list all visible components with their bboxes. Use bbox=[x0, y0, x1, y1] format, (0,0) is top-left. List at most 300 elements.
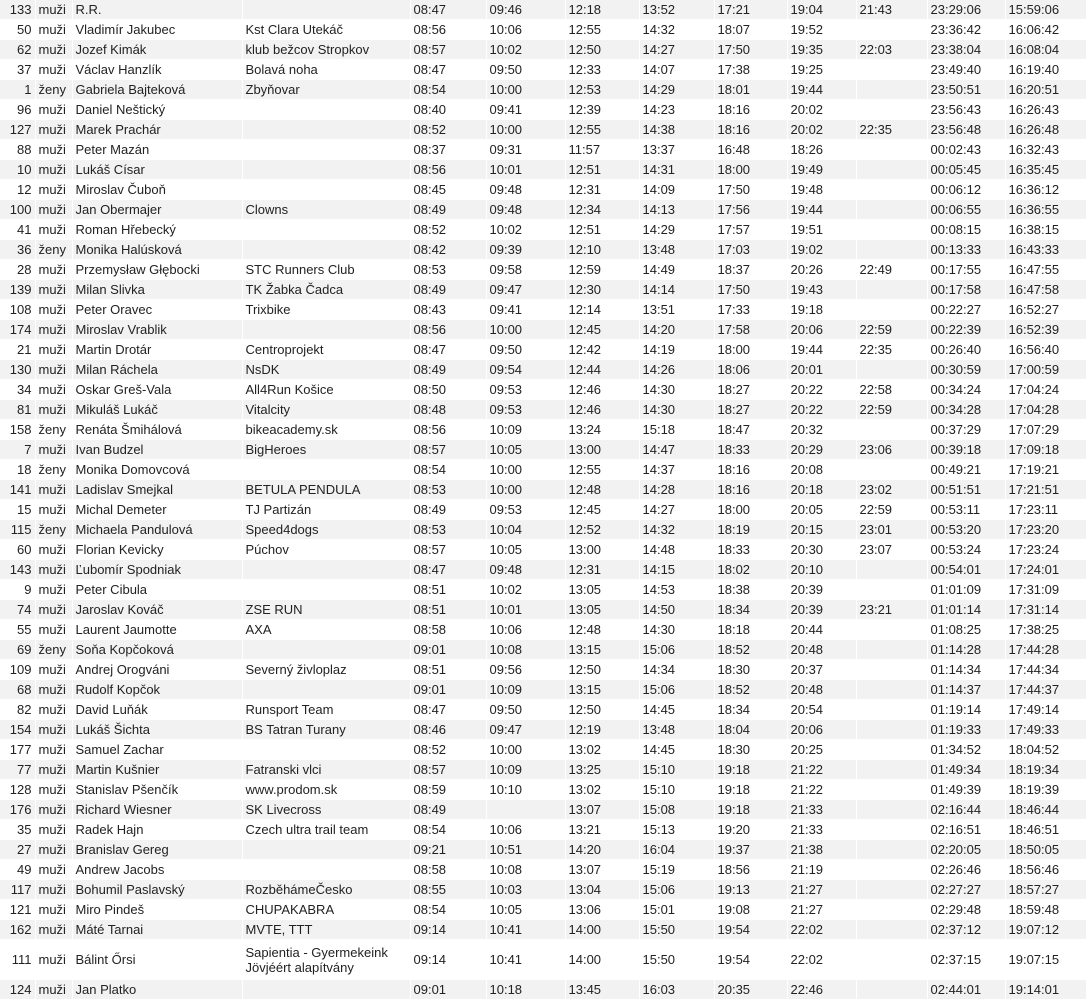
runner-name-cell: Miroslav Čuboň bbox=[72, 180, 242, 200]
split-3-cell: 13:05 bbox=[565, 600, 639, 620]
table-row bbox=[0, 200, 1086, 220]
club-cell: RozběhámeČesko bbox=[242, 880, 410, 900]
split-5-cell: 18:00 bbox=[714, 500, 787, 520]
total-time-cell: 17:19:21 bbox=[1005, 460, 1086, 480]
split-2-cell: 09:46 bbox=[486, 0, 565, 20]
split-3-cell: 12:51 bbox=[565, 160, 639, 180]
total-time-cell: 17:23:20 bbox=[1005, 520, 1086, 540]
split-3-cell: 12:50 bbox=[565, 700, 639, 720]
split-5-cell: 18:37 bbox=[714, 260, 787, 280]
split-7-cell bbox=[856, 240, 927, 260]
split-1-cell: 08:56 bbox=[410, 320, 486, 340]
total-time-cell: 18:19:39 bbox=[1005, 780, 1086, 800]
split-7-cell bbox=[856, 800, 927, 820]
total-time-cell: 19:14:01 bbox=[1005, 980, 1086, 1000]
split-3-cell: 12:50 bbox=[565, 40, 639, 60]
total-time-cell: 16:36:55 bbox=[1005, 200, 1086, 220]
bib-number-cell: 10 bbox=[0, 160, 35, 180]
club-cell: TJ Partizán bbox=[242, 500, 410, 520]
category-cell: ženy bbox=[35, 240, 72, 260]
split-2-cell: 10:02 bbox=[486, 580, 565, 600]
finish-time-cell: 02:26:46 bbox=[927, 860, 1005, 880]
split-2-cell: 10:01 bbox=[486, 600, 565, 620]
split-1-cell: 09:01 bbox=[410, 680, 486, 700]
table-row bbox=[0, 720, 1086, 740]
category-cell: muži bbox=[35, 340, 72, 360]
bib-number-cell: 21 bbox=[0, 340, 35, 360]
split-2-cell: 10:51 bbox=[486, 840, 565, 860]
split-3-cell: 13:07 bbox=[565, 800, 639, 820]
split-1-cell: 08:47 bbox=[410, 700, 486, 720]
category-cell: muži bbox=[35, 820, 72, 840]
split-1-cell: 08:57 bbox=[410, 760, 486, 780]
club-cell: BigHeroes bbox=[242, 440, 410, 460]
club-cell: CHUPAKABRA bbox=[242, 900, 410, 920]
split-6-cell: 22:46 bbox=[787, 980, 856, 1000]
split-1-cell: 09:01 bbox=[410, 980, 486, 1000]
split-5-cell: 19:18 bbox=[714, 780, 787, 800]
split-2-cell: 10:04 bbox=[486, 520, 565, 540]
split-5-cell: 17:50 bbox=[714, 180, 787, 200]
category-cell: muži bbox=[35, 780, 72, 800]
split-5-cell: 18:16 bbox=[714, 120, 787, 140]
split-4-cell: 15:01 bbox=[639, 900, 714, 920]
split-4-cell: 14:38 bbox=[639, 120, 714, 140]
total-time-cell: 18:57:27 bbox=[1005, 880, 1086, 900]
split-3-cell: 12:44 bbox=[565, 360, 639, 380]
split-3-cell: 13:25 bbox=[565, 760, 639, 780]
split-5-cell: 18:16 bbox=[714, 460, 787, 480]
split-1-cell: 08:49 bbox=[410, 800, 486, 820]
split-2-cell: 10:00 bbox=[486, 80, 565, 100]
category-cell: muži bbox=[35, 180, 72, 200]
finish-time-cell: 00:54:01 bbox=[927, 560, 1005, 580]
split-4-cell: 14:45 bbox=[639, 740, 714, 760]
split-1-cell: 08:47 bbox=[410, 560, 486, 580]
category-cell: muži bbox=[35, 120, 72, 140]
split-1-cell: 09:14 bbox=[410, 940, 486, 980]
runner-name-cell: Miro Pindeš bbox=[72, 900, 242, 920]
split-3-cell: 12:48 bbox=[565, 480, 639, 500]
split-6-cell: 20:22 bbox=[787, 380, 856, 400]
finish-time-cell: 01:19:33 bbox=[927, 720, 1005, 740]
category-cell: muži bbox=[35, 260, 72, 280]
split-4-cell: 14:45 bbox=[639, 700, 714, 720]
split-4-cell: 15:18 bbox=[639, 420, 714, 440]
split-4-cell: 13:37 bbox=[639, 140, 714, 160]
category-cell: muži bbox=[35, 0, 72, 20]
split-3-cell: 12:19 bbox=[565, 720, 639, 740]
split-2-cell: 09:50 bbox=[486, 700, 565, 720]
finish-time-cell: 00:02:43 bbox=[927, 140, 1005, 160]
category-cell: muži bbox=[35, 140, 72, 160]
finish-time-cell: 00:05:45 bbox=[927, 160, 1005, 180]
split-6-cell: 19:44 bbox=[787, 80, 856, 100]
split-3-cell: 14:20 bbox=[565, 840, 639, 860]
split-6-cell: 20:54 bbox=[787, 700, 856, 720]
split-1-cell: 08:49 bbox=[410, 500, 486, 520]
split-1-cell: 09:21 bbox=[410, 840, 486, 860]
split-2-cell: 10:08 bbox=[486, 860, 565, 880]
split-1-cell: 08:47 bbox=[410, 340, 486, 360]
split-5-cell: 18:00 bbox=[714, 160, 787, 180]
split-6-cell: 21:33 bbox=[787, 800, 856, 820]
split-1-cell: 08:57 bbox=[410, 540, 486, 560]
table-row bbox=[0, 380, 1086, 400]
bib-number-cell: 9 bbox=[0, 580, 35, 600]
split-3-cell: 13:02 bbox=[565, 740, 639, 760]
runner-name-cell: Oskar Greš-Vala bbox=[72, 380, 242, 400]
split-2-cell: 10:00 bbox=[486, 120, 565, 140]
club-cell: Trixbike bbox=[242, 300, 410, 320]
split-4-cell: 14:28 bbox=[639, 480, 714, 500]
bib-number-cell: 117 bbox=[0, 880, 35, 900]
split-7-cell bbox=[856, 100, 927, 120]
split-7-cell: 22:35 bbox=[856, 120, 927, 140]
runner-name-cell: Peter Mazán bbox=[72, 140, 242, 160]
split-4-cell: 13:51 bbox=[639, 300, 714, 320]
split-4-cell: 14:29 bbox=[639, 220, 714, 240]
split-5-cell: 17:50 bbox=[714, 280, 787, 300]
split-2-cell: 10:08 bbox=[486, 640, 565, 660]
split-3-cell: 13:24 bbox=[565, 420, 639, 440]
split-7-cell bbox=[856, 900, 927, 920]
finish-time-cell: 02:16:51 bbox=[927, 820, 1005, 840]
total-time-cell: 17:04:24 bbox=[1005, 380, 1086, 400]
finish-time-cell: 01:49:34 bbox=[927, 760, 1005, 780]
split-3-cell: 12:55 bbox=[565, 20, 639, 40]
club-cell: Clowns bbox=[242, 200, 410, 220]
split-4-cell: 14:37 bbox=[639, 460, 714, 480]
total-time-cell: 18:46:51 bbox=[1005, 820, 1086, 840]
split-4-cell: 14:34 bbox=[639, 660, 714, 680]
split-7-cell bbox=[856, 20, 927, 40]
runner-name-cell: Richard Wiesner bbox=[72, 800, 242, 820]
total-time-cell: 17:04:28 bbox=[1005, 400, 1086, 420]
split-7-cell bbox=[856, 740, 927, 760]
runner-name-cell: Bálint Őrsi bbox=[72, 940, 242, 980]
category-cell: muži bbox=[35, 400, 72, 420]
split-2-cell: 10:00 bbox=[486, 460, 565, 480]
split-6-cell: 19:52 bbox=[787, 20, 856, 40]
finish-time-cell: 02:37:15 bbox=[927, 940, 1005, 980]
club-cell bbox=[242, 560, 410, 580]
runner-name-cell: Soňa Kopčoková bbox=[72, 640, 242, 660]
split-5-cell: 18:34 bbox=[714, 700, 787, 720]
bib-number-cell: 158 bbox=[0, 420, 35, 440]
split-1-cell: 08:53 bbox=[410, 520, 486, 540]
split-6-cell: 22:02 bbox=[787, 920, 856, 940]
category-cell: muži bbox=[35, 500, 72, 520]
split-2-cell: 10:02 bbox=[486, 40, 565, 60]
runner-name-cell: Peter Oravec bbox=[72, 300, 242, 320]
split-1-cell: 08:56 bbox=[410, 160, 486, 180]
split-3-cell: 13:04 bbox=[565, 880, 639, 900]
split-7-cell bbox=[856, 920, 927, 940]
split-6-cell: 19:48 bbox=[787, 180, 856, 200]
split-2-cell: 09:50 bbox=[486, 60, 565, 80]
split-1-cell: 08:46 bbox=[410, 720, 486, 740]
total-time-cell: 18:04:52 bbox=[1005, 740, 1086, 760]
total-time-cell: 16:47:55 bbox=[1005, 260, 1086, 280]
finish-time-cell: 00:34:24 bbox=[927, 380, 1005, 400]
split-3-cell: 13:06 bbox=[565, 900, 639, 920]
split-2-cell: 10:00 bbox=[486, 740, 565, 760]
split-2-cell: 10:09 bbox=[486, 420, 565, 440]
split-3-cell: 12:14 bbox=[565, 300, 639, 320]
bib-number-cell: 109 bbox=[0, 660, 35, 680]
runner-name-cell: Monika Domovcová bbox=[72, 460, 242, 480]
table-row bbox=[0, 900, 1086, 920]
split-5-cell: 17:38 bbox=[714, 60, 787, 80]
club-cell bbox=[242, 740, 410, 760]
finish-time-cell: 01:14:34 bbox=[927, 660, 1005, 680]
bib-number-cell: 139 bbox=[0, 280, 35, 300]
table-row bbox=[0, 820, 1086, 840]
runner-name-cell: Daniel Neštický bbox=[72, 100, 242, 120]
split-6-cell: 20:25 bbox=[787, 740, 856, 760]
split-3-cell: 14:00 bbox=[565, 920, 639, 940]
category-cell: muži bbox=[35, 440, 72, 460]
split-5-cell: 18:16 bbox=[714, 100, 787, 120]
split-4-cell: 15:10 bbox=[639, 780, 714, 800]
split-3-cell: 12:45 bbox=[565, 500, 639, 520]
club-cell: All4Run Košice bbox=[242, 380, 410, 400]
split-2-cell: 09:47 bbox=[486, 280, 565, 300]
total-time-cell: 16:56:40 bbox=[1005, 340, 1086, 360]
club-cell bbox=[242, 320, 410, 340]
finish-time-cell: 23:50:51 bbox=[927, 80, 1005, 100]
table-row bbox=[0, 480, 1086, 500]
split-7-cell bbox=[856, 80, 927, 100]
split-5-cell: 18:52 bbox=[714, 680, 787, 700]
split-7-cell bbox=[856, 660, 927, 680]
split-2-cell: 09:48 bbox=[486, 180, 565, 200]
split-1-cell: 08:56 bbox=[410, 420, 486, 440]
split-7-cell: 22:58 bbox=[856, 380, 927, 400]
split-5-cell: 18:34 bbox=[714, 600, 787, 620]
split-3-cell: 12:34 bbox=[565, 200, 639, 220]
bib-number-cell: 143 bbox=[0, 560, 35, 580]
split-3-cell: 12:55 bbox=[565, 460, 639, 480]
split-1-cell: 09:14 bbox=[410, 920, 486, 940]
split-3-cell: 12:50 bbox=[565, 660, 639, 680]
bib-number-cell: 1 bbox=[0, 80, 35, 100]
table-row bbox=[0, 120, 1086, 140]
table-row bbox=[0, 840, 1086, 860]
split-4-cell: 14:09 bbox=[639, 180, 714, 200]
split-3-cell: 13:15 bbox=[565, 680, 639, 700]
bib-number-cell: 41 bbox=[0, 220, 35, 240]
club-cell bbox=[242, 120, 410, 140]
split-2-cell: 10:06 bbox=[486, 20, 565, 40]
split-1-cell: 08:40 bbox=[410, 100, 486, 120]
category-cell: muži bbox=[35, 380, 72, 400]
runner-name-cell: Martin Drotár bbox=[72, 340, 242, 360]
bib-number-cell: 133 bbox=[0, 0, 35, 20]
total-time-cell: 17:31:09 bbox=[1005, 580, 1086, 600]
split-6-cell: 19:51 bbox=[787, 220, 856, 240]
finish-time-cell: 01:01:09 bbox=[927, 580, 1005, 600]
runner-name-cell: R.R. bbox=[72, 0, 242, 20]
split-6-cell: 20:01 bbox=[787, 360, 856, 380]
club-cell bbox=[242, 0, 410, 20]
category-cell: muži bbox=[35, 360, 72, 380]
category-cell: ženy bbox=[35, 420, 72, 440]
split-2-cell: 10:09 bbox=[486, 760, 565, 780]
split-5-cell: 18:07 bbox=[714, 20, 787, 40]
table-row bbox=[0, 280, 1086, 300]
table-row bbox=[0, 980, 1086, 1000]
finish-time-cell: 01:19:14 bbox=[927, 700, 1005, 720]
category-cell: muži bbox=[35, 760, 72, 780]
table-row bbox=[0, 500, 1086, 520]
category-cell: muži bbox=[35, 620, 72, 640]
split-4-cell: 14:32 bbox=[639, 520, 714, 540]
split-6-cell: 19:43 bbox=[787, 280, 856, 300]
total-time-cell: 17:21:51 bbox=[1005, 480, 1086, 500]
split-1-cell: 08:47 bbox=[410, 60, 486, 80]
split-1-cell: 08:58 bbox=[410, 860, 486, 880]
split-7-cell: 22:03 bbox=[856, 40, 927, 60]
split-5-cell: 18:02 bbox=[714, 560, 787, 580]
split-5-cell: 18:52 bbox=[714, 640, 787, 660]
total-time-cell: 15:59:06 bbox=[1005, 0, 1086, 20]
split-2-cell: 10:18 bbox=[486, 980, 565, 1000]
runner-name-cell: Jaroslav Kováč bbox=[72, 600, 242, 620]
total-time-cell: 16:06:42 bbox=[1005, 20, 1086, 40]
split-3-cell: 13:15 bbox=[565, 640, 639, 660]
finish-time-cell: 23:49:40 bbox=[927, 60, 1005, 80]
split-3-cell: 12:51 bbox=[565, 220, 639, 240]
split-6-cell: 20:39 bbox=[787, 600, 856, 620]
total-time-cell: 16:26:48 bbox=[1005, 120, 1086, 140]
finish-time-cell: 01:49:39 bbox=[927, 780, 1005, 800]
split-5-cell: 16:48 bbox=[714, 140, 787, 160]
finish-time-cell: 01:01:14 bbox=[927, 600, 1005, 620]
split-2-cell: 10:41 bbox=[486, 940, 565, 980]
split-5-cell: 18:06 bbox=[714, 360, 787, 380]
total-time-cell: 16:52:27 bbox=[1005, 300, 1086, 320]
split-4-cell: 14:14 bbox=[639, 280, 714, 300]
category-cell: muži bbox=[35, 540, 72, 560]
category-cell: muži bbox=[35, 60, 72, 80]
club-cell: Severný živloplaz bbox=[242, 660, 410, 680]
club-cell: www.prodom.sk bbox=[242, 780, 410, 800]
split-7-cell bbox=[856, 680, 927, 700]
club-cell: Bolavá noha bbox=[242, 60, 410, 80]
club-cell bbox=[242, 220, 410, 240]
bib-number-cell: 176 bbox=[0, 800, 35, 820]
split-2-cell: 10:02 bbox=[486, 220, 565, 240]
total-time-cell: 17:49:33 bbox=[1005, 720, 1086, 740]
category-cell: muži bbox=[35, 680, 72, 700]
split-2-cell: 09:47 bbox=[486, 720, 565, 740]
runner-name-cell: Václav Hanzlík bbox=[72, 60, 242, 80]
split-4-cell: 14:26 bbox=[639, 360, 714, 380]
finish-time-cell: 01:08:25 bbox=[927, 620, 1005, 640]
split-7-cell bbox=[856, 860, 927, 880]
split-7-cell bbox=[856, 760, 927, 780]
club-cell bbox=[242, 240, 410, 260]
runner-name-cell: Miroslav Vrablik bbox=[72, 320, 242, 340]
split-7-cell: 22:49 bbox=[856, 260, 927, 280]
split-1-cell: 08:50 bbox=[410, 380, 486, 400]
split-5-cell: 19:54 bbox=[714, 920, 787, 940]
split-2-cell: 10:10 bbox=[486, 780, 565, 800]
club-cell bbox=[242, 840, 410, 860]
split-5-cell: 18:16 bbox=[714, 480, 787, 500]
table-row bbox=[0, 240, 1086, 260]
split-6-cell: 21:22 bbox=[787, 760, 856, 780]
bib-number-cell: 55 bbox=[0, 620, 35, 640]
runner-name-cell: Roman Hřebecký bbox=[72, 220, 242, 240]
category-cell: muži bbox=[35, 220, 72, 240]
club-cell: MVTE, TTT bbox=[242, 920, 410, 940]
bib-number-cell: 35 bbox=[0, 820, 35, 840]
total-time-cell: 16:26:43 bbox=[1005, 100, 1086, 120]
runner-name-cell: Przemysław Głębocki bbox=[72, 260, 242, 280]
total-time-cell: 17:44:34 bbox=[1005, 660, 1086, 680]
category-cell: muži bbox=[35, 20, 72, 40]
table-row bbox=[0, 620, 1086, 640]
table-row bbox=[0, 360, 1086, 380]
split-4-cell: 15:10 bbox=[639, 760, 714, 780]
table-row bbox=[0, 800, 1086, 820]
split-4-cell: 15:08 bbox=[639, 800, 714, 820]
split-7-cell bbox=[856, 700, 927, 720]
split-6-cell: 19:04 bbox=[787, 0, 856, 20]
split-2-cell: 10:05 bbox=[486, 900, 565, 920]
split-1-cell: 08:51 bbox=[410, 580, 486, 600]
finish-time-cell: 00:53:20 bbox=[927, 520, 1005, 540]
split-4-cell: 13:48 bbox=[639, 720, 714, 740]
split-6-cell: 19:35 bbox=[787, 40, 856, 60]
split-1-cell: 08:42 bbox=[410, 240, 486, 260]
bib-number-cell: 15 bbox=[0, 500, 35, 520]
split-6-cell: 20:02 bbox=[787, 100, 856, 120]
runner-name-cell: Mikuláš Lukáč bbox=[72, 400, 242, 420]
split-7-cell bbox=[856, 640, 927, 660]
split-1-cell: 08:51 bbox=[410, 660, 486, 680]
bib-number-cell: 50 bbox=[0, 20, 35, 40]
split-7-cell bbox=[856, 460, 927, 480]
table-row bbox=[0, 60, 1086, 80]
total-time-cell: 17:00:59 bbox=[1005, 360, 1086, 380]
split-3-cell: 12:42 bbox=[565, 340, 639, 360]
bib-number-cell: 121 bbox=[0, 900, 35, 920]
runner-name-cell: Jan Obermajer bbox=[72, 200, 242, 220]
split-2-cell: 09:53 bbox=[486, 500, 565, 520]
split-7-cell bbox=[856, 580, 927, 600]
total-time-cell: 18:50:05 bbox=[1005, 840, 1086, 860]
split-4-cell: 14:53 bbox=[639, 580, 714, 600]
category-cell: muži bbox=[35, 480, 72, 500]
bib-number-cell: 74 bbox=[0, 600, 35, 620]
club-cell bbox=[242, 100, 410, 120]
category-cell: ženy bbox=[35, 80, 72, 100]
club-cell: Sapientia - Gyermekeink Jövjéért alapítvány bbox=[242, 940, 410, 980]
split-2-cell: 09:41 bbox=[486, 300, 565, 320]
category-cell: muži bbox=[35, 840, 72, 860]
total-time-cell: 18:46:44 bbox=[1005, 800, 1086, 820]
split-6-cell: 21:27 bbox=[787, 880, 856, 900]
category-cell: muži bbox=[35, 660, 72, 680]
split-7-cell bbox=[856, 840, 927, 860]
category-cell: muži bbox=[35, 700, 72, 720]
total-time-cell: 17:31:14 bbox=[1005, 600, 1086, 620]
category-cell: muži bbox=[35, 600, 72, 620]
